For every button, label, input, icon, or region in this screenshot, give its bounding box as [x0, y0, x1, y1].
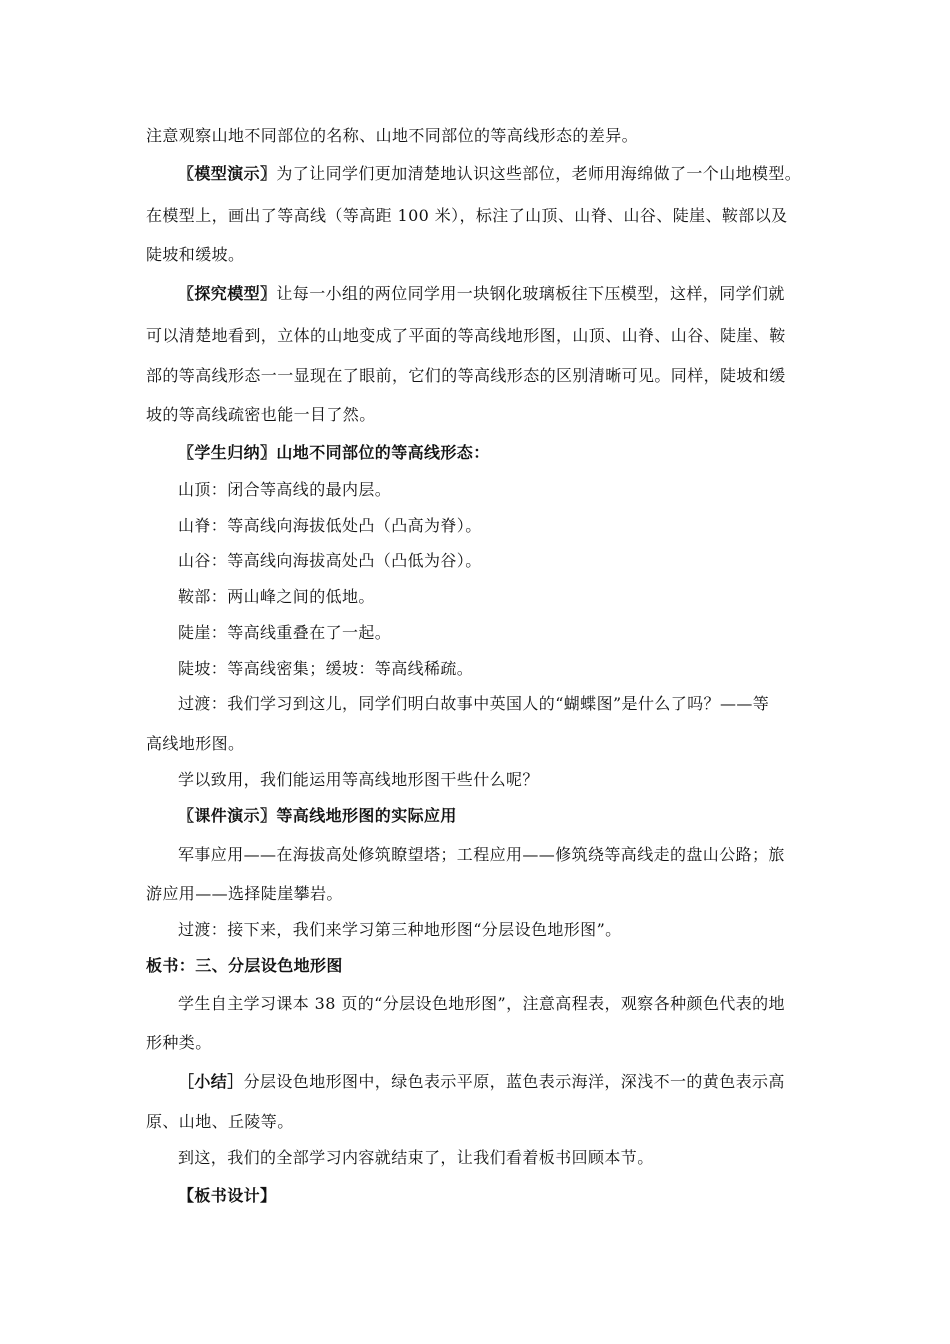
explore-model-paragraph [178, 284, 785, 304]
paragraph-line: 原、山地、丘陵等。 [146, 1112, 294, 1131]
section-heading: 〖探究模型〗 [178, 284, 277, 303]
section-heading: 板书：三、分层设色地形图 [146, 956, 343, 975]
paragraph-line: 过渡：接下来，我们来学习第三种地形图“分层设色地形图”。 [178, 920, 622, 939]
paragraph-text: 让每一小组的两位同学用一块钢化玻璃板往下压模型，这样，同学们就 [276, 284, 785, 303]
paragraph-line: 形种类。 [146, 1033, 212, 1052]
paragraph-line: 到这，我们的全部学习内容就结束了，让我们看着板书回顾本节。 [178, 1148, 654, 1167]
paragraph-line: 陡坡和缓坡。 [146, 245, 245, 264]
paragraph-text: 分层设色地形图中，绿色表示平原，蓝色表示海洋，深浅不一的黄色表示高 [243, 1072, 785, 1091]
list-item: 山脊：等高线向海拔低处凸（凸高为脊）。 [178, 516, 482, 535]
list-item: 陡坡：等高线密集；缓坡：等高线稀疏。 [178, 659, 474, 678]
section-heading: 〖课件演示〗等高线地形图的实际应用 [178, 806, 457, 825]
list-item: 山谷：等高线向海拔高处凸（凸低为谷）。 [178, 551, 482, 570]
list-item: 陡崖：等高线重叠在了一起。 [178, 623, 392, 642]
paragraph-line: 过渡：我们学习到这儿，同学们明白故事中英国人的“蝴蝶图”是什么了吗？——等 [178, 694, 770, 713]
summary-paragraph [178, 1072, 785, 1092]
section-heading: ［小结］ [178, 1072, 244, 1091]
paragraph-line: 部的等高线形态一一显现在了眼前，它们的等高线形态的区别清晰可见。同样，陡坡和缓 [146, 366, 786, 385]
paragraph-line: 学生自主学习课本 38 页的“分层设色地形图”，注意高程表，观察各种颜色代表的地 [178, 994, 785, 1013]
section-heading: 〖模型演示〗 [178, 164, 277, 183]
section-heading: 【板书设计】 [178, 1186, 277, 1205]
paragraph-line: 高线地形图。 [146, 734, 245, 753]
paragraph-line: 在模型上，画出了等高线（等高距 100 米），标注了山顶、山脊、山谷、陡崖、鞍部以及 [146, 206, 788, 225]
paragraph-line: 注意观察山地不同部位的名称、山地不同部位的等高线形态的差异。 [146, 126, 639, 145]
model-demo-paragraph [178, 164, 801, 184]
list-item: 山顶：闭合等高线的最内层。 [178, 480, 392, 499]
paragraph-line: 军事应用——在海拔高处修筑瞭望塔；工程应用——修筑绕等高线走的盘山公路；旅 [178, 845, 785, 864]
paragraph-line: 可以清楚地看到，立体的山地变成了平面的等高线地形图，山顶、山脊、山谷、陡崖、鞍 [146, 326, 786, 345]
paragraph-line: 坡的等高线疏密也能一目了然。 [146, 405, 376, 424]
paragraph-line: 学以致用，我们能运用等高线地形图干些什么呢？ [178, 770, 539, 789]
paragraph-line: 游应用——选择陡崖攀岩。 [146, 884, 343, 903]
section-heading: 〖学生归纳〗山地不同部位的等高线形态： [178, 443, 490, 462]
paragraph-text: 为了让同学们更加清楚地认识这些部位，老师用海绵做了一个山地模型。 [276, 164, 802, 183]
list-item: 鞍部：两山峰之间的低地。 [178, 587, 375, 606]
